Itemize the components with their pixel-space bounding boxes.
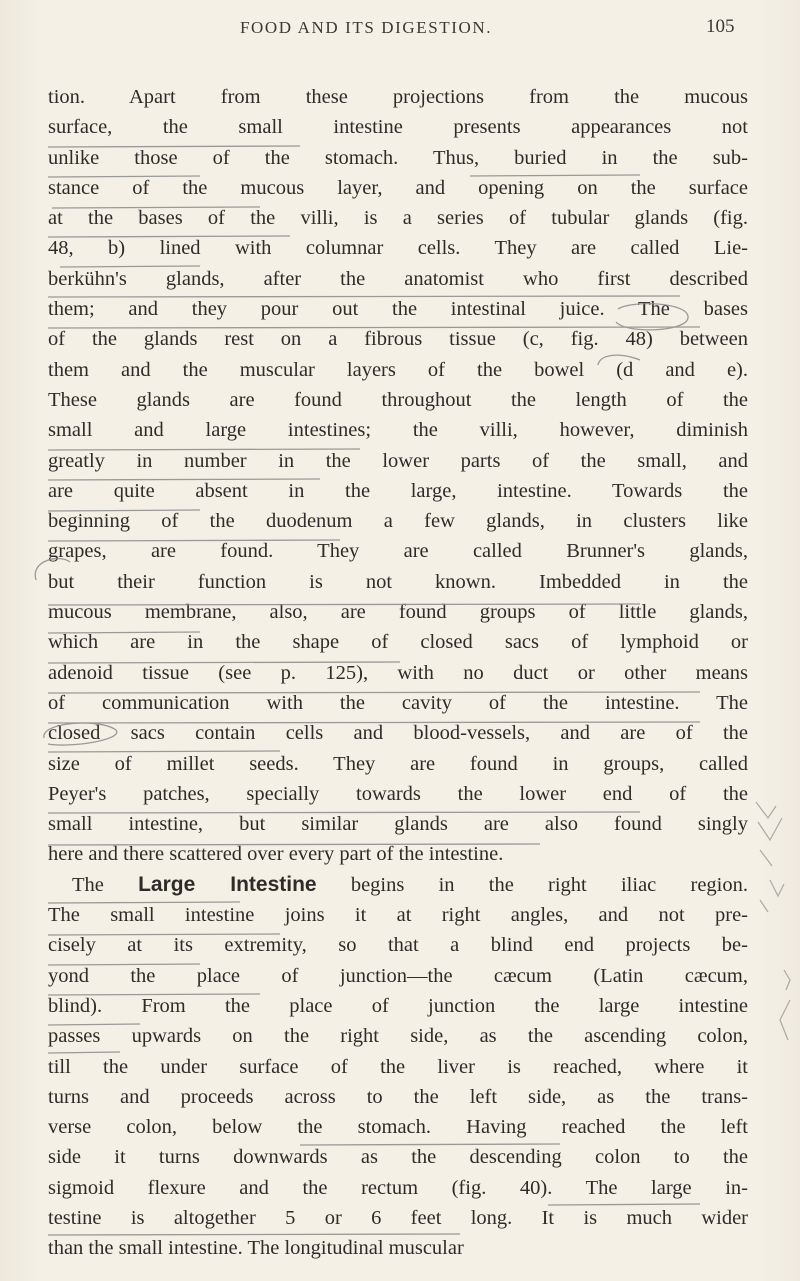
- text-line: size of millet seeds. They are found in groups, called: [48, 752, 748, 775]
- running-title: FOOD AND ITS DIGESTION.: [240, 18, 493, 37]
- text-line: stance of the mucous layer, and opening on the surface: [48, 176, 748, 199]
- section-lead-prefix: The: [72, 873, 139, 896]
- text-line: till the under surface of the liver is reached, where it: [48, 1055, 748, 1078]
- text-line: yond the place of junction—the cæcum (Latin cæcum,: [48, 964, 748, 987]
- text-line: verse colon, below the stomach. Having reached the left: [48, 1116, 748, 1139]
- text-line: The small intestine joins it at right angles, and not pre-: [48, 904, 748, 927]
- text-line: turns and proceeds across to the left side, as the trans-: [48, 1085, 748, 1108]
- text-line: of communication with the cavity of the intestine. The: [48, 691, 748, 714]
- section-heading-term: Large Intestine: [138, 872, 317, 896]
- text-line: beginning of the duodenum a few glands, in clusters like: [48, 510, 748, 533]
- page-number: 105: [706, 16, 735, 37]
- text-line: 48, b) lined with columnar cells. They are called Lie-: [48, 237, 748, 260]
- text-line: sigmoid flexure and the rectum (fig. 40). The large in-: [48, 1176, 748, 1199]
- text-line: tion. Apart from these projections from the mucous: [48, 86, 748, 108]
- text-line: but their function is not known. Imbedded in the: [48, 570, 748, 593]
- text-line: at the bases of the villi, is a series of tubular glands (fig.: [48, 207, 748, 230]
- text-line: greatly in number in the lower parts of the small, and: [48, 449, 748, 472]
- text-line: grapes, are found. They are called Brunner's glands,: [48, 540, 748, 563]
- margin-pencil-marks: [756, 802, 790, 1040]
- text-line: testine is altogether 5 or 6 feet long. It is much wider: [48, 1206, 748, 1229]
- section-lead-line: [48, 870, 748, 900]
- text-line: here and there scattered over every part of the intestine.: [48, 843, 504, 866]
- text-line: small intestine, but similar glands are also found singly: [48, 813, 748, 836]
- text-line: These glands are found throughout the length of the: [48, 388, 748, 411]
- text-line: unlike those of the stomach. Thus, buried in the sub-: [48, 146, 748, 169]
- text-line: surface, the small intestine presents appearances not: [48, 116, 748, 139]
- text-line: berkühn's glands, after the anatomist who first described: [48, 267, 748, 290]
- text-line: which are in the shape of closed sacs of lymphoid or: [48, 631, 748, 654]
- text-line: cisely at its extremity, so that a blind end projects be-: [48, 934, 748, 957]
- text-line: them and the muscular layers of the bowel (d and e).: [48, 358, 748, 381]
- text-line: them; and they pour out the intestinal juice. The bases: [48, 298, 748, 321]
- text-line: are quite absent in the large, intestine. Towards the: [48, 479, 748, 502]
- text-line: passes upwards on the right side, as the ascending colon,: [48, 1025, 748, 1048]
- text-line: closed sacs contain cells and blood-vessels, and are of the: [48, 722, 748, 745]
- text-line: adenoid tissue (see p. 125), with no duct or other means: [48, 661, 748, 684]
- text-line: Peyer's patches, specially towards the lower end of the: [48, 782, 748, 805]
- text-line: of the glands rest on a fibrous tissue (c, fig. 48) between: [48, 328, 748, 351]
- body-text: [48, 82, 748, 1264]
- text-line: blind). From the place of junction the large intestine: [48, 994, 748, 1017]
- text-line: mucous membrane, also, are found groups of little glands,: [48, 601, 748, 624]
- running-head: [0, 10, 800, 46]
- text-line: small and large intestines; the villi, however, diminish: [48, 419, 748, 442]
- text-line: than the small intestine. The longitudinal muscular: [48, 1237, 464, 1260]
- text-line: side it turns downwards as the descending colon to the: [48, 1146, 748, 1169]
- section-lead-rest: begins in the right iliac region.: [316, 873, 748, 896]
